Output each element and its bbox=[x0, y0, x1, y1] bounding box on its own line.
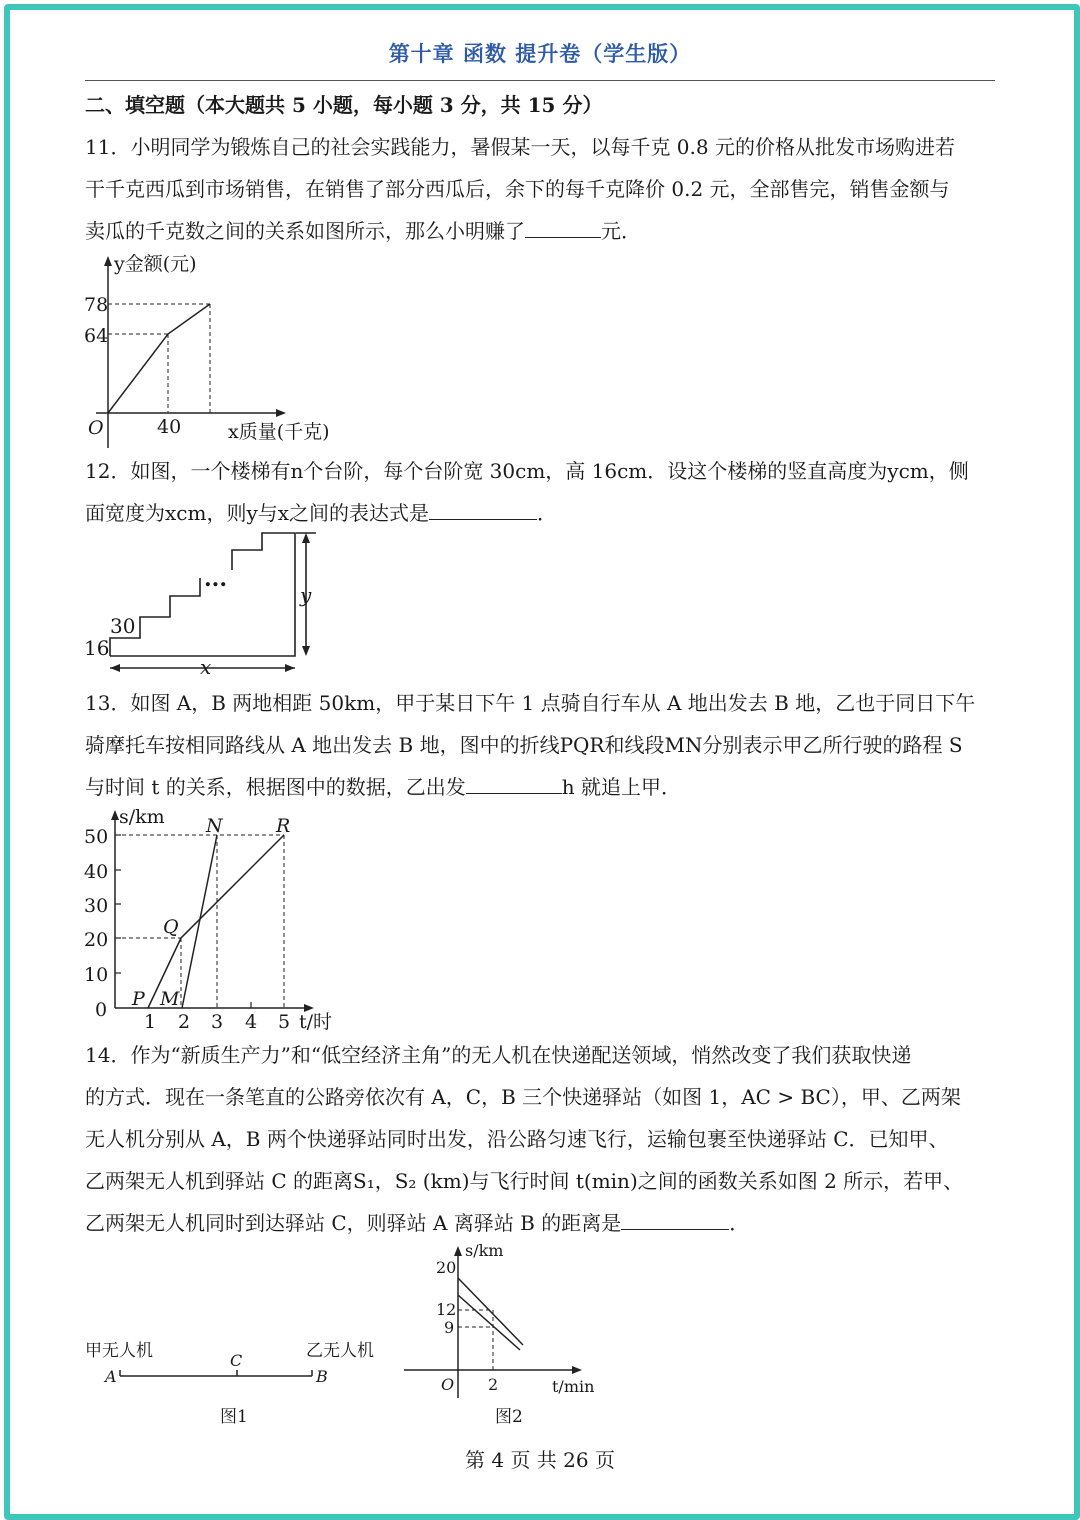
q11-y-tick-78: 78 bbox=[84, 294, 109, 316]
q14-fig2-y-tick-9: 9 bbox=[444, 1318, 455, 1337]
q13-x-tick-4: 4 bbox=[245, 1011, 258, 1033]
q11-x-tick-40: 40 bbox=[157, 416, 182, 438]
q13-line3-end: h 就追上甲． bbox=[561, 775, 682, 799]
q13-line3-text: 与时间 t 的关系，根据图中的数据，乙出发 bbox=[85, 775, 466, 799]
q13-x-tick-5: 5 bbox=[278, 1011, 291, 1033]
q12-ellipsis: ... bbox=[204, 566, 227, 592]
q14-fig2-x-tick-2: 2 bbox=[488, 1375, 499, 1394]
q14-fig1-point-a: A bbox=[105, 1367, 117, 1386]
q12-height-label: 16 bbox=[84, 636, 110, 660]
q14-line5-text: 乙两架无人机同时到达驿站 C，则驿站 A 离驿站 B 的距离是 bbox=[85, 1211, 622, 1235]
q13-y-tick-30: 30 bbox=[84, 895, 109, 917]
q11-y-tick-64: 64 bbox=[84, 325, 109, 347]
q13-y-tick-50: 50 bbox=[84, 826, 109, 848]
q11-line3-text: 卖瓜的千克数之间的关系如图所示，那么小明赚了 bbox=[85, 219, 525, 243]
q12-line2-text: 面宽度为xcm，则y与x之间的表达式是 bbox=[85, 501, 430, 525]
q14-line2: 的方式．现在一条笔直的公路旁依次有 A，C，B 三个快递驿站（如图 1，AC > BC），甲、乙两架 bbox=[85, 1085, 961, 1109]
q12-line2-end: ． bbox=[537, 501, 558, 525]
q14-fig1-point-c: C bbox=[230, 1351, 243, 1370]
q13-x-tick-2: 2 bbox=[178, 1011, 191, 1033]
q14-fig2-caption: 图2 bbox=[495, 1407, 523, 1427]
q14-fig1-left-label: 甲无人机 bbox=[85, 1341, 153, 1361]
q11-line1: 11．小明同学为锻炼自己的社会实践能力，暑假某一天，以每千克 0.8 元的价格从批发市场购进若 bbox=[85, 135, 955, 159]
q14-fig1-point-b: B bbox=[316, 1367, 328, 1386]
q11-line3-end: 元． bbox=[601, 219, 641, 243]
q13-point-m: M bbox=[160, 988, 180, 1010]
q13-point-q: Q bbox=[163, 916, 179, 938]
q14-fig2-y-axis-label: s/km bbox=[465, 1241, 504, 1260]
q13-point-p: P bbox=[132, 988, 145, 1010]
q14-line1: 14．作为“新质生产力”和“低空经济主角”的无人机在快递配送领域，悄然改变了我们获取快递 bbox=[85, 1043, 912, 1067]
q11-x-axis-label: x质量(千克) bbox=[228, 421, 330, 443]
q13-x-axis-label: t/时 bbox=[299, 1011, 333, 1033]
q12-width-label: 30 bbox=[110, 614, 136, 638]
q13-line1: 13．如图 A，B 两地相距 50km，甲于某日下午 1 点骑自行车从 A 地出发去 B 地，乙也于同日下午 bbox=[85, 691, 976, 715]
q13-line2: 骑摩托车按相同路线从 A 地出发去 B 地，图中的折线PQR和线段MN分别表示甲乙所行驶的路程 S bbox=[85, 733, 963, 757]
q13-y-tick-0: 0 bbox=[95, 999, 108, 1021]
q14-fig1-caption: 图1 bbox=[220, 1407, 248, 1427]
q13-y-tick-10: 10 bbox=[84, 964, 109, 986]
q11-line2: 干千克西瓜到市场销售，在销售了部分西瓜后，余下的每千克降价 0.2 元，全部售完，销售金额与 bbox=[85, 177, 950, 201]
q11-y-axis-label: y金额(元) bbox=[114, 253, 197, 275]
q14-line4: 乙两架无人机到驿站 C 的距离S₁，S₂ (km)与飞行时间 t(min)之间的函数关系如图 2 所示，若甲、 bbox=[85, 1169, 964, 1193]
q14-fig2-y-tick-12: 12 bbox=[436, 1300, 457, 1319]
q14-line3: 无人机分别从 A，B 两个快递驿站同时出发，沿公路匀速飞行，运输包裹至快递驿站 C．已知甲、 bbox=[85, 1127, 949, 1151]
q14-fig2-x-axis-label: t/min bbox=[552, 1377, 595, 1396]
q13-y-axis-label: s/km bbox=[119, 806, 165, 828]
q13-y-tick-20: 20 bbox=[84, 929, 109, 951]
q12-line1: 12．如图，一个楼梯有n个台阶，每个台阶宽 30cm，高 16cm．设这个楼梯的竖直高度为ycm，侧 bbox=[85, 459, 969, 483]
q14-fig2-origin: O bbox=[441, 1375, 455, 1394]
q12-x-label: x bbox=[200, 655, 212, 679]
q14-line5-end: ． bbox=[729, 1211, 750, 1235]
q11-origin-label: O bbox=[88, 417, 104, 439]
q13-y-tick-40: 40 bbox=[84, 861, 109, 883]
q12-y-label: y bbox=[300, 583, 312, 607]
page-footer: 第 4 页 共 26 页 bbox=[465, 1448, 615, 1472]
q13-x-tick-3: 3 bbox=[211, 1011, 224, 1033]
q14-fig2-y-tick-20: 20 bbox=[436, 1258, 457, 1277]
q13-point-r: R bbox=[276, 815, 291, 837]
section-title: 二、填空题（本大题共 5 小题，每小题 3 分，共 15 分） bbox=[85, 93, 603, 117]
page-header-title: 第十章 函数 提升卷（学生版） bbox=[388, 41, 692, 66]
q13-point-n: N bbox=[206, 815, 223, 837]
q13-x-tick-1: 1 bbox=[144, 1011, 157, 1033]
q14-fig1-right-label: 乙无人机 bbox=[306, 1341, 374, 1361]
